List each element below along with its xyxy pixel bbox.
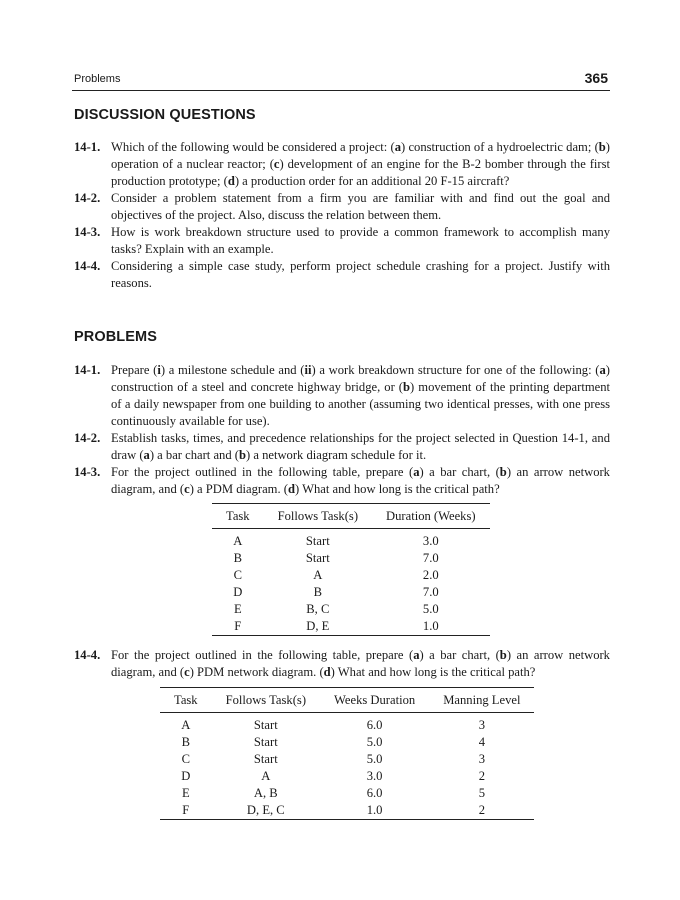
problem-item xyxy=(74,430,610,464)
table2-cell: 4 xyxy=(478,735,485,749)
page-number: 365 xyxy=(584,70,608,86)
table1-row xyxy=(212,529,490,551)
problem-item-text: For the project outlined in the following table, prepare (a) a bar chart, (b) an arrow network diagram, and (c) a PDM diagram. (d) What and how long is the critical path? xyxy=(111,465,610,496)
task-table-2 xyxy=(160,687,534,820)
problem-item-number: 14-1. xyxy=(74,363,101,377)
problem-item xyxy=(74,464,610,498)
table1-row xyxy=(212,550,490,567)
table1-cell: B, C xyxy=(306,602,330,616)
table1-row xyxy=(212,584,490,601)
problem-item-number: 14-2. xyxy=(74,431,101,445)
problem-item-number: 14-4. xyxy=(74,648,101,662)
table2-cell: Start xyxy=(253,752,278,766)
discussion-question-item-number: 14-3. xyxy=(74,225,101,239)
discussion-question-item-text: Considering a simple case study, perform project schedule crashing for a project. Justify with reasons. xyxy=(111,259,610,290)
running-header xyxy=(72,70,610,91)
table1-column-header: Duration (Weeks) xyxy=(372,504,490,529)
table2-cell: 6.0 xyxy=(366,718,383,732)
table1-cell: 1.0 xyxy=(372,618,490,636)
table2-column-header: Task xyxy=(160,688,212,713)
table2-cell: 5.0 xyxy=(366,752,383,766)
table2-cell: 3 xyxy=(478,718,485,732)
problems-list xyxy=(74,362,610,498)
table1-cell: 3.0 xyxy=(422,534,439,548)
table1-cell: 7.0 xyxy=(422,551,439,565)
table2-row xyxy=(160,751,534,768)
table1-cell: B xyxy=(313,585,323,599)
table2-row xyxy=(160,785,534,802)
table2-cell: D xyxy=(181,769,191,783)
table2-row xyxy=(160,713,534,735)
table2-cell: 2 xyxy=(429,802,534,820)
discussion-question-item-text: Which of the following would be considered a project: (a) construction of a hydroelectric dam; (b) operation of a nuclear reactor; (c) development of an engine for the B-2 bomber through the first production prototype; (d) a production order for an additional 20 F-15 aircraft? xyxy=(111,140,610,188)
table1-cell: C xyxy=(233,568,242,582)
table1-cell: A xyxy=(313,568,323,582)
table2-cell: 5 xyxy=(478,786,485,800)
table2-cell: 1.0 xyxy=(320,802,429,820)
table1-cell: E xyxy=(233,602,242,616)
table1-cell: Start xyxy=(305,534,330,548)
table2-column-header: Manning Level xyxy=(429,688,534,713)
discussion-questions-heading: DISCUSSION QUESTIONS xyxy=(74,107,256,123)
table2-cell: B xyxy=(181,735,190,749)
table1-row xyxy=(212,618,490,636)
problem-item xyxy=(74,362,610,430)
discussion-question-item-text: How is work breakdown structure used to provide a common framework to accomplish many tasks? Explain with an example. xyxy=(111,225,610,256)
discussion-question-item xyxy=(74,190,610,224)
discussion-question-item-number: 14-1. xyxy=(74,140,101,154)
table1-cell: B xyxy=(233,551,242,565)
task-table-1 xyxy=(212,503,490,636)
table2-cell: Start xyxy=(253,735,278,749)
discussion-question-item xyxy=(74,258,610,292)
table1-cell: 7.0 xyxy=(422,585,439,599)
discussion-question-item xyxy=(74,224,610,258)
table2-cell: 5.0 xyxy=(366,735,383,749)
table1-cell: 2.0 xyxy=(422,568,439,582)
table1-cell: F xyxy=(212,618,264,636)
table1-row xyxy=(212,601,490,618)
problem-item-text: For the project outlined in the following table, prepare (a) a bar chart, (b) an arrow network diagram, and (c) PDM network diagram. (d) What and how long is the critical path? xyxy=(111,648,610,679)
table2-cell: Start xyxy=(253,718,278,732)
table2-cell: 3 xyxy=(478,752,485,766)
problems-heading: PROBLEMS xyxy=(74,329,157,345)
table1-row xyxy=(212,567,490,584)
table1-cell: Start xyxy=(305,551,330,565)
table2-column-header: Weeks Duration xyxy=(320,688,429,713)
table2-cell: A xyxy=(181,718,191,732)
discussion-question-item-number: 14-4. xyxy=(74,259,101,273)
table1-column-header: Follows Task(s) xyxy=(264,504,372,529)
discussion-question-item xyxy=(74,139,610,190)
problem-item-number: 14-3. xyxy=(74,465,101,479)
table2-cell: F xyxy=(160,802,212,820)
table1-cell: 5.0 xyxy=(422,602,439,616)
table2-cell: 6.0 xyxy=(366,786,383,800)
table1-cell: A xyxy=(233,534,243,548)
table2-row xyxy=(160,802,534,820)
table2-cell: A, B xyxy=(253,786,278,800)
table1-cell: D xyxy=(233,585,243,599)
table2-cell: 3.0 xyxy=(366,769,383,783)
table1-cell: D, E xyxy=(264,618,372,636)
problems-list-continued xyxy=(74,647,610,681)
table2-cell: D, E, C xyxy=(212,802,320,820)
problem-item-text: Prepare (i) a milestone schedule and (ii) a work breakdown structure for one of the following: (a) construction of a steel and concrete highway bridge, or (b) movement of the printing department of a daily newspaper from one building to another (assuming two identical presses, with one press continuously available for use). xyxy=(111,363,610,428)
table2-row xyxy=(160,734,534,751)
problem-item-text: Establish tasks, times, and precedence relationships for the project selected in Question 14-1, and draw (a) a bar chart and (b) a network diagram schedule for it. xyxy=(111,431,610,462)
table1-column-header: Task xyxy=(212,504,264,529)
table2-column-header: Follows Task(s) xyxy=(212,688,320,713)
problem-item xyxy=(74,647,610,681)
running-header-section: Problems xyxy=(74,73,121,85)
discussion-question-item-text: Consider a problem statement from a firm you are familiar with and find out the goal and objectives of the project. Also, discuss the relation between them. xyxy=(111,191,610,222)
table2-row xyxy=(160,768,534,785)
table2-cell: C xyxy=(181,752,190,766)
discussion-questions-list xyxy=(74,139,610,292)
table2-cell: A xyxy=(261,769,271,783)
discussion-question-item-number: 14-2. xyxy=(74,191,101,205)
table2-cell: E xyxy=(181,786,190,800)
table2-cell: 2 xyxy=(478,769,485,783)
